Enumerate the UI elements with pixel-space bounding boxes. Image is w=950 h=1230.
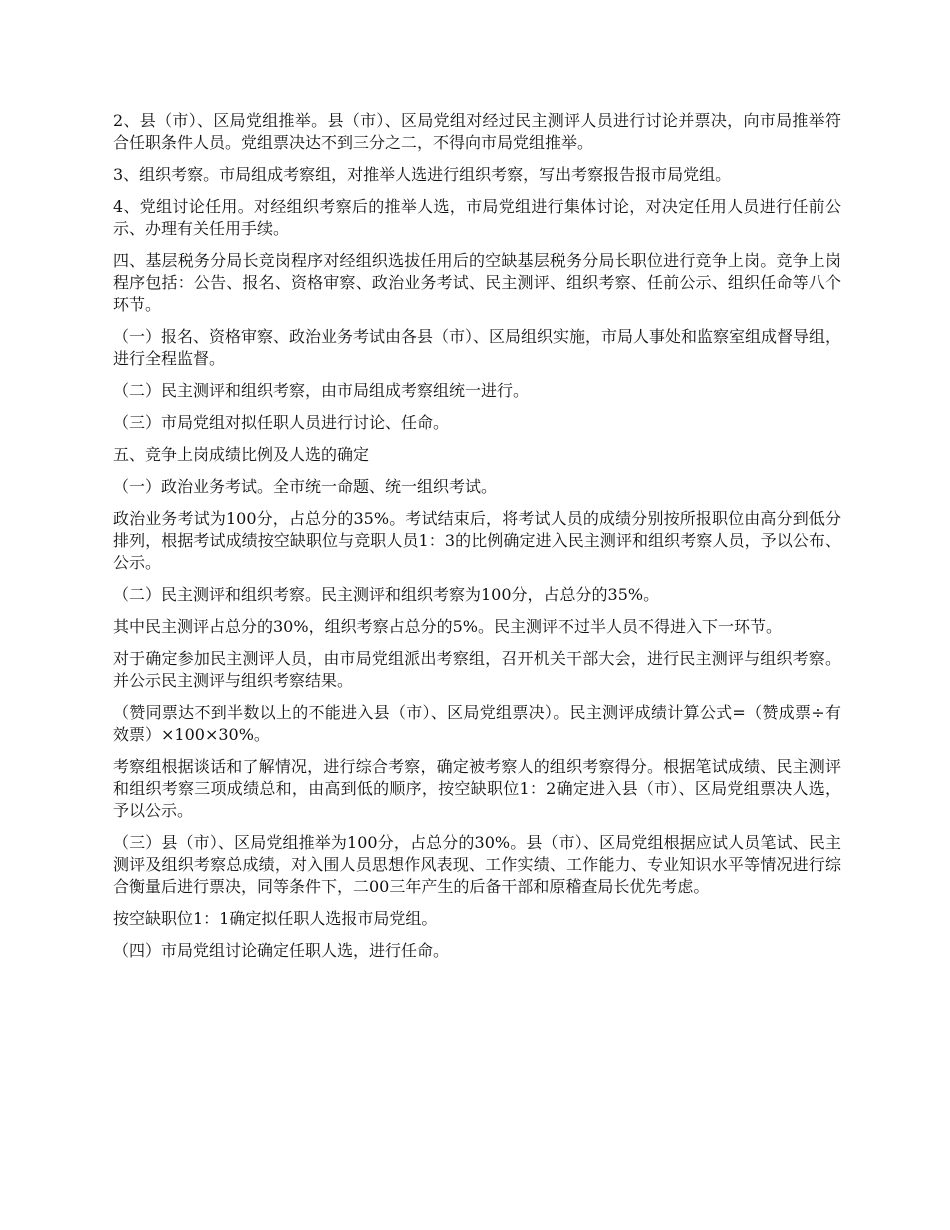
paragraph-final-ratio: 按空缺职位1：1确定拟任职人选报市局党组。 [113, 909, 438, 928]
paragraph-exam-unified: （一）政治业务考试。全市统一命题、统一组织考试。 [113, 477, 498, 496]
paragraph-county-recommendation-score: （三）县（市）、区局党组推举为100分，占总分的30%。县（市）、区局党组根据应试人员笔试、民主测评及组织考察总成绩，对入围人员思想作风表现、工作实绩、工作能力、专业知识水平等情况进行综合衡量后进行票决，同等条件下，二00三年产生的后备干部和原稽查局长优先考虑。 [113, 833, 841, 896]
paragraph-registration-supervision: （一）报名、资格审察、政治业务考试由各县（市）、区局组织实施，市局人事处和监察室组成督导组，进行全程监督。 [113, 327, 842, 368]
paragraph-inspection-scoring: 考察组根据谈话和了解情况，进行综合考察，确定被考察人的组织考察得分。根据笔试成绩、民主测评和组织考察三项成绩总和，由高到低的顺序，按空缺职位1：2确定进入县（市）、区局党组票决人选，予以公示。 [113, 757, 841, 820]
paragraph-democratic-evaluation-team: （二）民主测评和组织考察，由市局组成考察组统一进行。 [113, 381, 530, 400]
paragraph-party-appointment: （三）市局党组对拟任职人员进行讨论、任命。 [113, 413, 450, 432]
paragraph-evaluation-formula: （赞同票达不到半数以上的不能进入县（市）、区局党组票决）。民主测评成绩计算公式=（赞成票÷有效票）×100×30%。 [113, 703, 841, 744]
paragraph-party-discussion-appointment: 4、党组讨论任用。对经组织考察后的推举人选，市局党组进行集体讨论，对决定任用人员进行任前公示、办理有关任用手续。 [113, 197, 841, 238]
paragraph-section-five-heading: 五、竞争上岗成绩比例及人选的确定 [113, 445, 370, 464]
paragraph-evaluation-score: （二）民主测评和组织考察。民主测评和组织考察为100分，占总分的35%。 [113, 585, 660, 604]
paragraph-evaluation-breakdown: 其中民主测评占总分的30%，组织考察占总分的5%。民主测评不过半人员不得进入下一环节。 [113, 617, 782, 636]
paragraph-party-recommendation: 2、县（市）、区局党组推举。县（市）、区局党组对经过民主测评人员进行讨论并票决，向市局推举符合任职条件人员。党组票决达不到三分之二，不得向市局党组推举。 [113, 111, 841, 152]
paragraph-evaluation-procedure: 对于确定参加民主测评人员，由市局党组派出考察组，召开机关干部大会，进行民主测评与组织考察。并公示民主测评与组织考察结果。 [113, 649, 841, 690]
paragraph-organizational-inspection: 3、组织考察。市局组成考察组，对推举人选进行组织考察，写出考察报告报市局党组。 [113, 165, 732, 184]
paragraph-final-appointment: （四）市局党组讨论确定任职人选，进行任命。 [113, 941, 450, 960]
document-body [113, 110, 841, 972]
paragraph-section-four-procedure: 四、基层税务分局长竞岗程序对经组织选拔任用后的空缺基层税务分局长职位进行竞争上岗。竞争上岗程序包括：公告、报名、资格审察、政治业务考试、民主测评、组织考察、任前公示、组织任命等八个环节。 [113, 251, 841, 314]
paragraph-exam-score-ratio: 政治业务考试为100分，占总分的35%。考试结束后，将考试人员的成绩分别按所报职位由高分到低分排列，根据考试成绩按空缺职位与竞职人员1：3的比例确定进入民主测评和组织考察人员，予以公布、公示。 [113, 509, 841, 572]
